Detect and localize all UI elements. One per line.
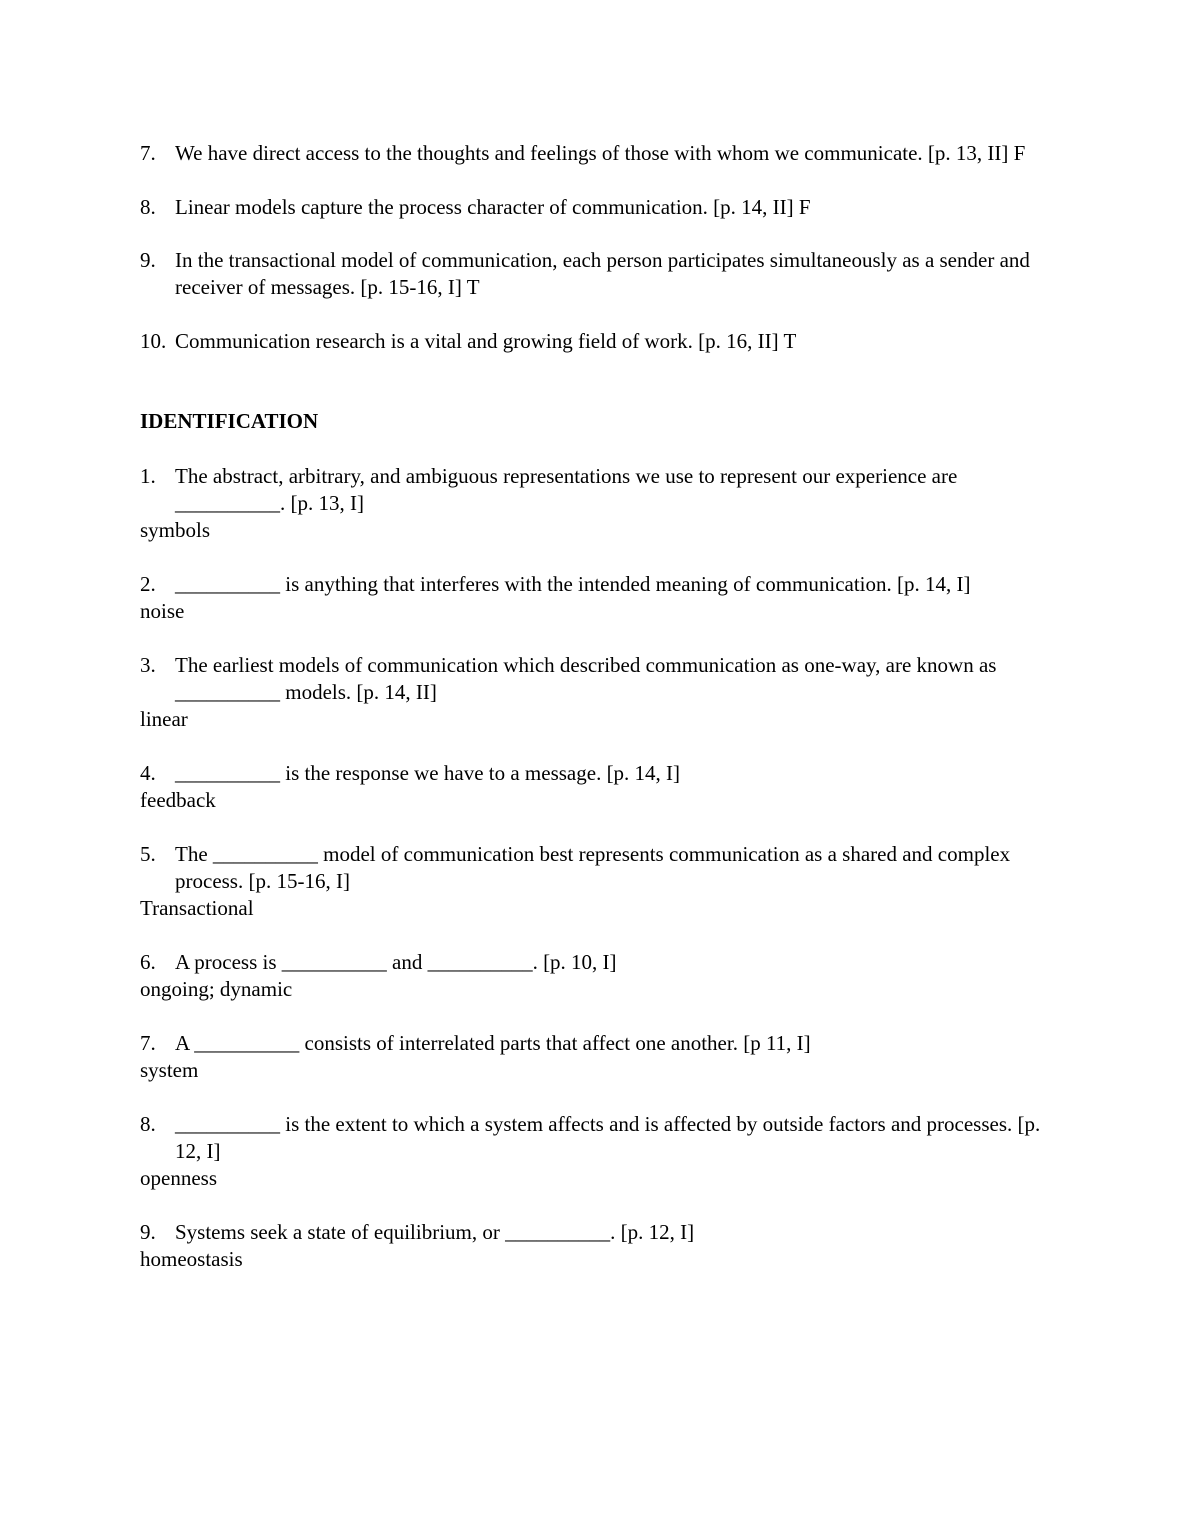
question-number: 7. [140, 141, 156, 165]
question-text: __________ is the response we have to a message. [p. 14, I] [175, 761, 681, 785]
question-number: 5. [140, 842, 156, 866]
id-question-5 [140, 841, 1050, 895]
answer-text: noise [140, 599, 185, 623]
answer-text: system [140, 1058, 199, 1082]
question-text: The abstract, arbitrary, and ambiguous representations we use to represent our experience are __________. [p. 13, I] [175, 464, 958, 515]
answer-text: ongoing; dynamic [140, 977, 293, 1001]
id-question-1-block [140, 463, 1050, 544]
question-number: 7. [140, 1031, 156, 1055]
question-text: The __________ model of communication best represents communication as a shared and complex process. [p. 15-16, I] [175, 842, 1011, 893]
answer-text: symbols [140, 518, 211, 542]
id-question-1 [140, 463, 1050, 517]
id-question-8 [140, 1111, 1050, 1165]
question-number: 2. [140, 572, 156, 596]
question-number: 6. [140, 950, 156, 974]
id-question-2-block [140, 571, 1050, 625]
id-question-3 [140, 652, 1050, 706]
section-heading-wrap [140, 408, 1050, 435]
question-number: 9. [140, 248, 156, 272]
answer-text: homeostasis [140, 1247, 243, 1271]
question-number: 10. [140, 329, 167, 353]
id-question-4-block [140, 760, 1050, 814]
answer-text: linear [140, 707, 188, 731]
id-question-6 [140, 949, 1050, 976]
question-number: 1. [140, 464, 156, 488]
id-question-4 [140, 760, 1050, 787]
question-number: 3. [140, 653, 156, 677]
id-question-9 [140, 1219, 1050, 1246]
id-question-3-block [140, 652, 1050, 733]
question-number: 8. [140, 1112, 156, 1136]
question-number: 8. [140, 195, 156, 219]
id-question-2 [140, 571, 1050, 598]
id-question-9-block [140, 1219, 1050, 1273]
document-page [140, 140, 1050, 1273]
question-text: A __________ consists of interrelated parts that affect one another. [p 11, I] [175, 1031, 811, 1055]
tf-question-7 [140, 140, 1050, 167]
question-number: 4. [140, 761, 156, 785]
id-question-7-block [140, 1030, 1050, 1084]
tf-question-8 [140, 194, 1050, 221]
question-text: In the transactional model of communication, each person participates simultaneously as a sender and receiver of messages. [p. 15-16, I] T [175, 248, 1030, 299]
tf-question-10 [140, 328, 1050, 355]
question-text: Linear models capture the process character of communication. [p. 14, II] F [175, 195, 811, 219]
answer-text: openness [140, 1166, 217, 1190]
question-text: __________ is the extent to which a system affects and is affected by outside factors and processes. [p. 12, I] [175, 1112, 1041, 1163]
question-text: Systems seek a state of equilibrium, or __________. [p. 12, I] [175, 1220, 695, 1244]
answer-text: Transactional [140, 896, 254, 920]
tf-question-9 [140, 247, 1050, 301]
answer-text: feedback [140, 788, 216, 812]
question-number: 9. [140, 1220, 156, 1244]
question-text: Communication research is a vital and growing field of work. [p. 16, II] T [175, 329, 797, 353]
question-text: A process is __________ and __________. [p. 10, I] [175, 950, 617, 974]
id-question-6-block [140, 949, 1050, 1003]
id-question-7 [140, 1030, 1050, 1057]
question-text: __________ is anything that interferes with the intended meaning of communication. [p. 14, I] [175, 572, 971, 596]
section-heading: IDENTIFICATION [140, 409, 319, 433]
id-question-8-block [140, 1111, 1050, 1192]
question-text: The earliest models of communication which described communication as one-way, are known as __________ models. [p. 14, II] [175, 653, 997, 704]
question-text: We have direct access to the thoughts and feelings of those with whom we communicate. [p. 13, II] F [175, 141, 1026, 165]
id-question-5-block [140, 841, 1050, 922]
